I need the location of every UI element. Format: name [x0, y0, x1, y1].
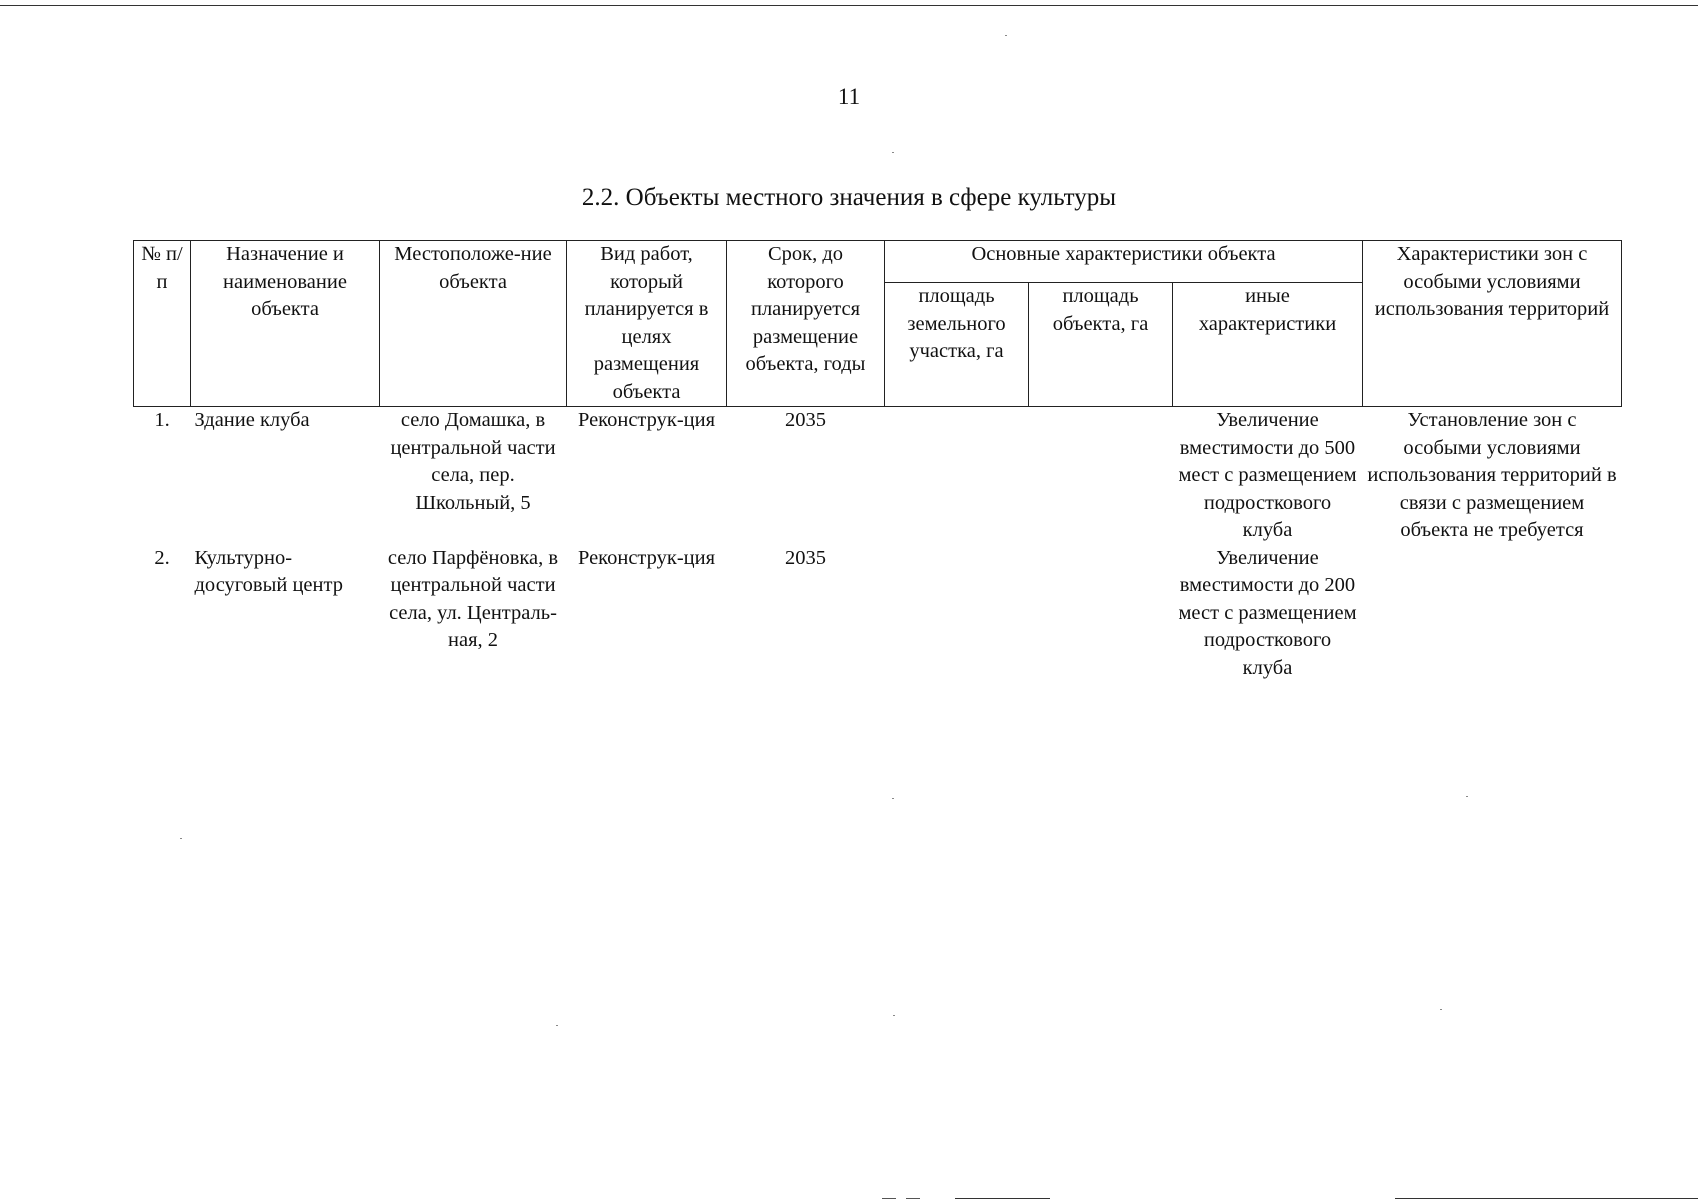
objects-table [133, 240, 1622, 682]
row-deadline: 2035 [785, 546, 826, 569]
header-main-characteristics: Основные характеристики объекта [885, 241, 1363, 283]
row-location: село Парфёновка, в центральной части села, ул. Централь-ная, 2 [387, 546, 559, 651]
header-work-type: Вид работ, который планируется в целях размещения объекта [567, 241, 727, 407]
scan-speck [1440, 1009, 1442, 1010]
row-work-type: Реконструк-ция [577, 546, 716, 569]
header-other-characteristics: иные характеристики [1173, 283, 1363, 407]
scan-speck [1005, 35, 1007, 36]
row-land-area [885, 545, 1029, 683]
section-title: 2.2. Объекты местного значения в сфере культуры [581, 184, 1117, 211]
scan-speck [892, 798, 894, 799]
page-number: 11 [837, 84, 861, 109]
row-land-area [885, 407, 1029, 545]
row-other-characteristics: Увеличение вместимости до 500 мест с размещением подросткового клуба [1178, 409, 1357, 541]
scan-speck [556, 1025, 558, 1026]
header-num: № п/п [134, 241, 191, 407]
header-land-area: площадь земельного участка, га [885, 283, 1029, 407]
row-object-area [1029, 545, 1173, 683]
row-location: село Домашка, в центральной части села, пер. Школьный, 5 [390, 409, 556, 514]
row-name: Здание клуба [194, 409, 310, 431]
row-work-type: Реконструк-ция [577, 409, 716, 431]
header-zones: Характеристики зон с особыми условиями использования территорий [1363, 241, 1622, 407]
row-object-area [1029, 407, 1173, 545]
top-rule-line [0, 5, 1698, 6]
row-deadline: 2035 [785, 409, 826, 431]
header-object-area: площадь объекта, га [1029, 283, 1173, 407]
bottom-rule-line [955, 1198, 1050, 1199]
scan-speck [180, 838, 182, 839]
row-zones: Установление зон с особыми условиями использования территорий в связи с размещением объекта не требуется [1367, 409, 1617, 541]
scan-speck [892, 152, 894, 153]
table-row [134, 407, 1622, 545]
header-name: Назначение и наименование объекта [191, 241, 380, 407]
header-location: Местоположе-ние объекта [380, 241, 567, 407]
bottom-rule-line [1395, 1198, 1698, 1199]
bottom-dash-line [882, 1198, 922, 1199]
row-num: 2. [154, 546, 170, 569]
header-row-1 [134, 241, 1622, 283]
scan-speck [893, 1015, 895, 1016]
header-deadline: Срок, до которого планируется размещение объекта, годы [727, 241, 885, 407]
row-name: Культурно-досуговый центр [194, 546, 343, 596]
row-other-characteristics: Увеличение вместимости до 200 мест с размещением подросткового клуба [1178, 546, 1357, 679]
scan-speck [1466, 796, 1468, 797]
row-num: 1. [154, 409, 170, 431]
